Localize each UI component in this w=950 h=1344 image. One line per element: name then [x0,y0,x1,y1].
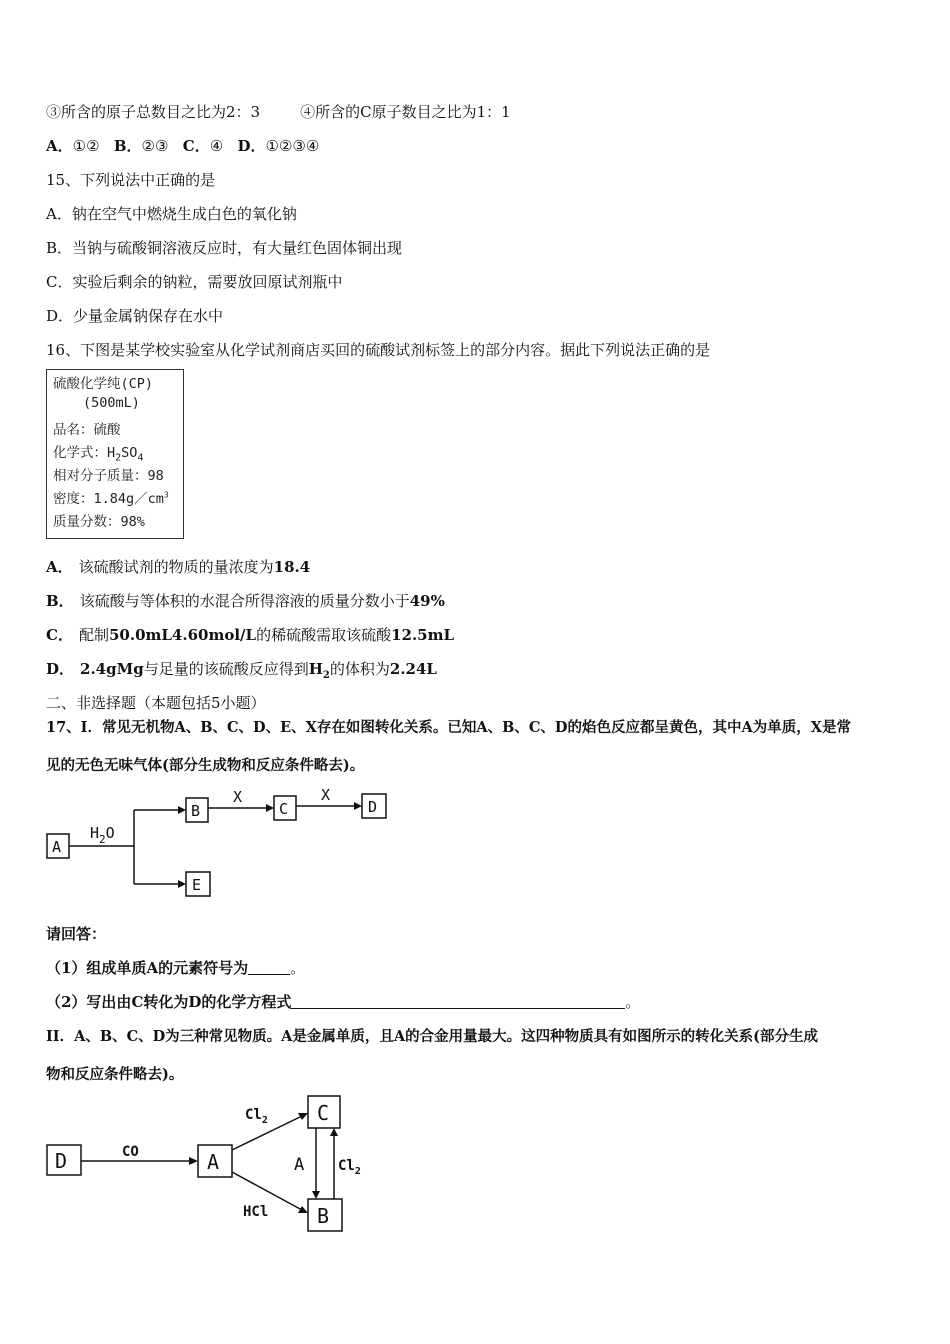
q15-option-c: C．实验后剩余的钠粒，需要放回原试剂瓶中 [46,273,343,291]
label-h2o [90,824,115,846]
option-d-text: ①②③④ [265,137,320,155]
q17-ii-line2: 物和反应条件略去)。 [46,1066,184,1083]
h2o-sub: 2 [99,833,106,846]
answer-blank-1[interactable] [248,958,290,975]
q16-option-c [46,625,454,645]
formula-prefix: 化学式：H [53,445,116,461]
label-cl2-right [338,1158,361,1177]
q16-c-val1: 50.0mL4.60mol/L [108,626,257,644]
reaction-diagram-1 [40,786,400,906]
node2-b: B [317,1204,330,1228]
q17-ii-line1: II．A、B、C、D为三种常见物质。A是金属单质，且A的合金用量最大。这四种物质具有如图所示的转化关系(部分生成 [46,1028,819,1045]
q16-option-a [46,557,310,577]
arrowhead2-up [330,1128,338,1136]
q16-c-text: 的稀硫酸需取该硫酸 [256,626,392,644]
label-mass-fraction: 质量分数：98% [53,514,145,530]
option-c-label: C． [182,137,210,155]
q16-d-label: D． [46,660,75,678]
h2o-o: O [105,824,115,842]
q15-option-d: D．少量金属钠保存在水中 [46,307,224,325]
label-formula [53,441,143,464]
q16-a-val: 18.4 [273,558,311,576]
node-e: E [192,876,202,894]
q17-question-2 [46,992,640,1012]
option-d-label: D． [237,137,266,155]
label-a-mid: A [294,1155,305,1175]
q16-c-pre: 配制 [78,626,109,644]
reaction-diagram-2 [40,1092,380,1238]
q16-a-text: 该硫酸试剂的物质的量浓度为 [78,558,274,576]
q16-d-h: H [308,660,323,678]
q16-b-label: B． [46,592,74,610]
arrowhead2-b [298,1206,308,1213]
q2-end: 。 [625,993,641,1011]
q15-stem: 15、下列说法中正确的是 [46,171,216,189]
formula-sub1: 2 [115,452,122,464]
q15-option-a: A．钠在空气中燃烧生成白色的氧化钠 [46,205,297,223]
node2-d: D [55,1149,68,1173]
q16-d-val2: 2.24L [389,660,437,678]
q16-c-val2: 12.5mL [391,626,455,644]
q17-intro-line2: 见的无色无味气体(部分生成物和反应条件略去)。 [46,757,365,774]
q1-text: （1）组成单质A的元素符号为 [46,959,249,977]
arrowhead-c [266,804,274,812]
arrowhead-b [178,806,186,814]
section-2-heading: 二、非选择题（本题包括5小题） [46,694,266,712]
cl2-top-sub: 2 [261,1115,268,1126]
node-d: D [368,798,378,816]
option-c-text: ④ [209,137,224,155]
q1-end: 。 [290,959,306,977]
label-volume: (500mL) [83,395,140,411]
formula-mid: SO [121,445,138,461]
q14-statement-3-4 [46,102,511,122]
cl2-top-cl: Cl [245,1107,262,1123]
node-c: C [279,800,289,818]
q17-question-1 [46,958,305,978]
answer-blank-2[interactable] [291,992,625,1009]
q17-ask: 请回答： [46,925,107,943]
label-x1: X [233,788,243,806]
arrowhead2-a [189,1157,198,1165]
h2o-h: H [90,824,100,842]
q14-options [46,136,319,156]
label-hcl: HCl [243,1204,269,1220]
q16-b-val: 49% [409,592,445,610]
label-cl2-top [245,1107,268,1126]
q16-d-val1: 2.4gMg [80,660,144,678]
density-sup: 3 [163,490,169,500]
arrowhead-d [354,802,362,810]
formula-sub2: 4 [137,452,144,464]
option-a-label: A． [46,137,73,155]
q16-d-text1: 与足量的该硫酸反应得到 [143,660,309,678]
label-title: 硫酸化学纯(CP) [53,376,154,392]
label-mw: 相对分子质量：98 [53,468,164,484]
arrowhead-e [178,880,186,888]
option-b-text: ②③ [141,137,169,155]
label-co: CO [122,1144,139,1160]
option-b-label: B． [113,137,142,155]
cl2-right-cl: Cl [338,1158,355,1174]
node2-c: C [317,1101,330,1125]
q16-a-label: A． [46,558,73,576]
arrowhead2-down [312,1191,320,1199]
cl2-right-sub: 2 [354,1166,361,1177]
statement-4: ④所含的C原子数目之比为1：1 [300,103,511,121]
option-a-text: ①② [72,137,100,155]
q17-intro-line1: 17、I．常见无机物A、B、C、D、E、X存在如图转化关系。已知A、B、C、D的焰色反应都呈黄色，其中A为单质，X是常 [46,719,852,736]
q16-b-text: 该硫酸与等体积的水混合所得溶液的质量分数小于 [79,592,410,610]
node-b: B [191,802,201,820]
statement-3: ③所含的原子总数目之比为2：3 [46,103,261,121]
q16-option-d [46,659,437,686]
node2-a: A [207,1150,220,1174]
q16-c-label: C． [46,626,73,644]
q2-text: （2）写出由C转化为D的化学方程式 [46,993,292,1011]
density-text: 密度：1.84g／cm [53,491,164,507]
q16-option-b [46,591,445,611]
q16-stem: 16、下图是某学校实验室从化学试剂商店买回的硫酸试剂标签上的部分内容。据此下列说法正确的是 [46,341,711,359]
reagent-label-image [46,369,184,539]
label-name: 品名：硫酸 [53,422,121,438]
label-density [53,487,169,507]
q16-d-text2: 的体积为 [329,660,390,678]
q15-option-b: B．当钠与硫酸铜溶液反应时，有大量红色固体铜出现 [46,239,403,257]
node-a: A [52,838,62,856]
q16-d-sub: 2 [322,670,330,681]
label-x2: X [321,786,331,804]
